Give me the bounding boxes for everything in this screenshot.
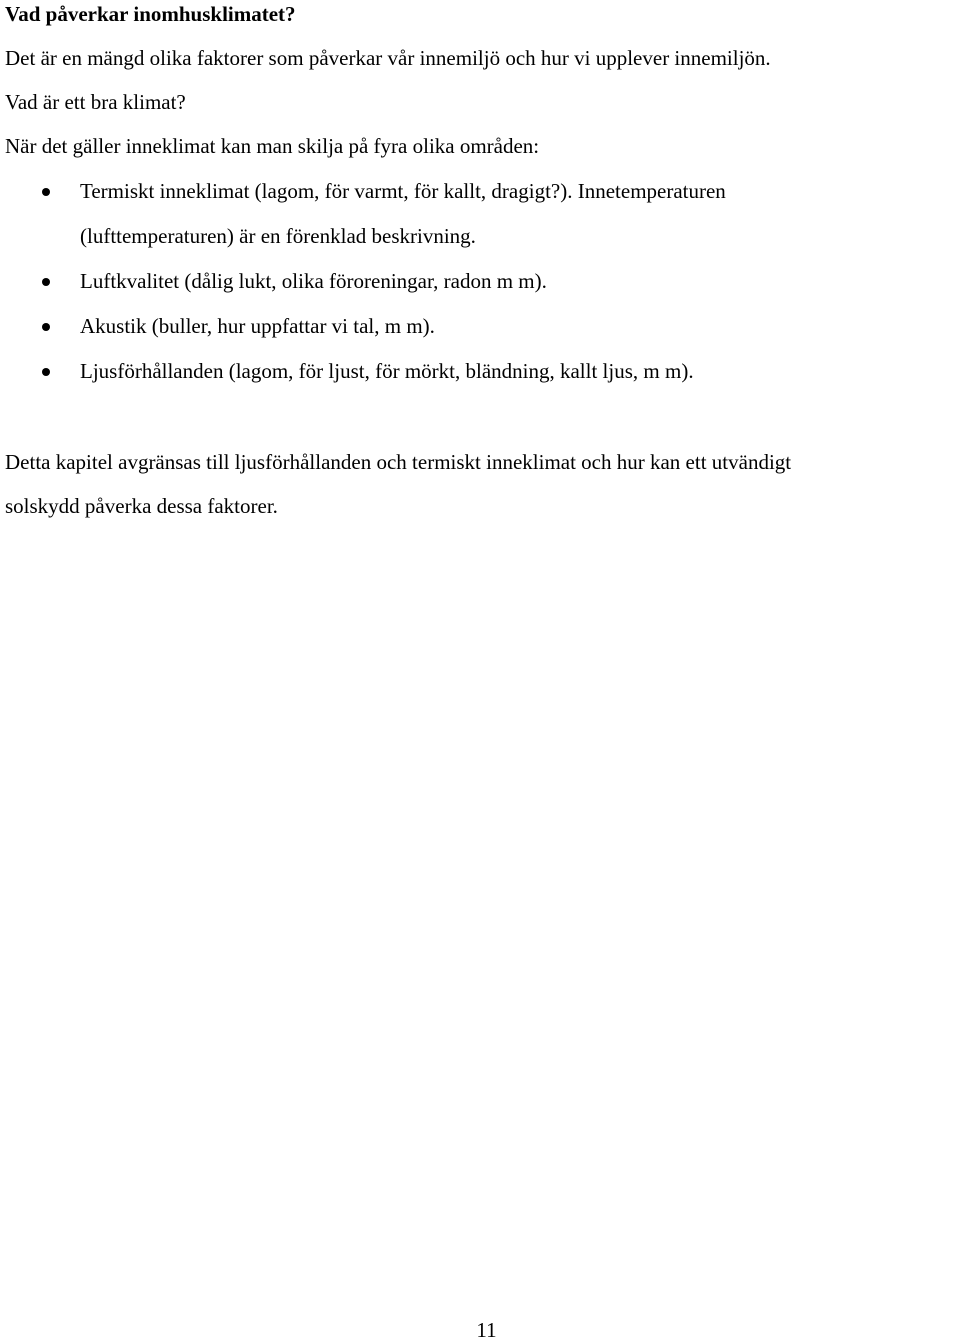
bullet-icon <box>42 278 50 286</box>
bullet-icon <box>42 323 50 331</box>
closing-paragraph-line: Detta kapitel avgränsas till ljusförhållanden och termiskt inneklimat och hur kan ett utvändigt <box>5 450 792 474</box>
list-item-text: Luftkvalitet (dålig lukt, olika föroreningar, radon m m). <box>80 269 547 293</box>
list-item-text: Akustik (buller, hur uppfattar vi tal, m m). <box>80 314 435 338</box>
intro-paragraph-line: Det är en mängd olika faktorer som påverkar vår innemiljö och hur vi upplever innemiljön. <box>5 46 771 70</box>
closing-paragraph-line-continued: solskydd påverka dessa faktorer. <box>5 494 278 518</box>
list-item-text-continued: (lufttemperaturen) är en förenklad beskrivning. <box>80 224 476 248</box>
list-intro: När det gäller inneklimat kan man skilja på fyra olika områden: <box>5 134 540 158</box>
list-item-text: Termiskt inneklimat (lagom, för varmt, för kallt, dragigt?). Innetemperaturen <box>80 179 726 203</box>
section-heading: Vad påverkar inomhusklimatet? <box>5 2 296 26</box>
page-number: 11 <box>476 1318 497 1342</box>
bullet-icon <box>42 368 50 376</box>
bullet-icon <box>42 188 50 196</box>
list-item-text: Ljusförhållanden (lagom, för ljust, för mörkt, bländning, kallt ljus, m m). <box>80 359 694 383</box>
intro-question: Vad är ett bra klimat? <box>5 90 186 114</box>
